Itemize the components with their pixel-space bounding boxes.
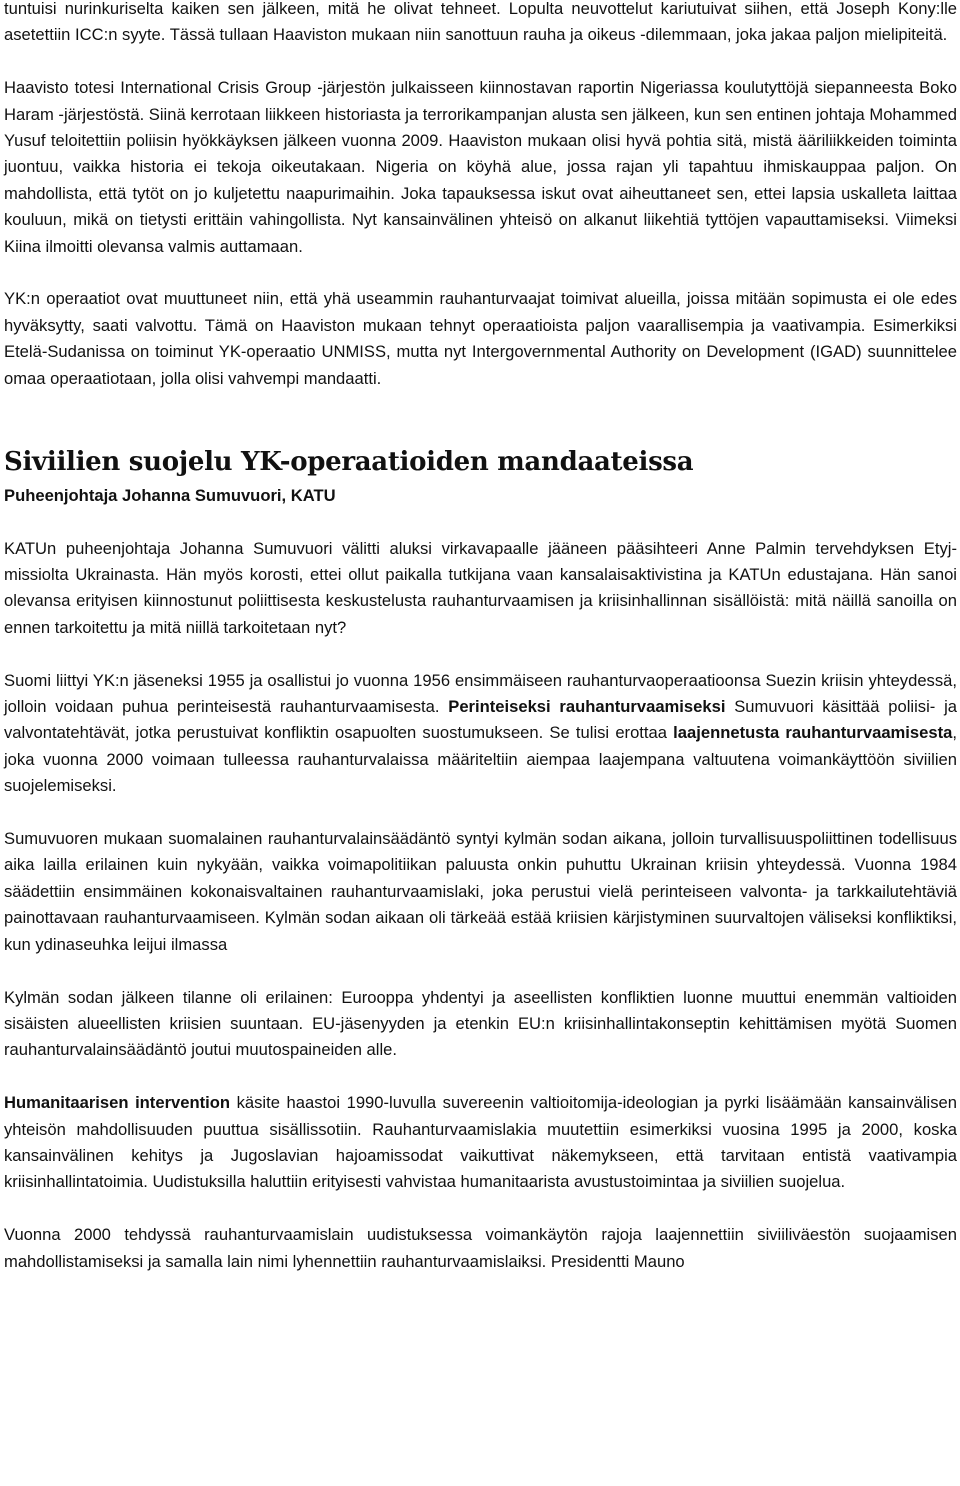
body-paragraph-4: Kylmän sodan jälkeen tilanne oli erilainen: Eurooppa yhdentyi ja aseellisten konfliktien luonne muuttui enemmän valtioiden sisäisten alueellisten kriisien suuntaan. EU-jäsenyyden ja etenkin EU:n kriisinhallintakonseptin kehittämisen myötä Suomen rauhanturvalainsäädäntö joutui muutospaineiden alle. <box>4 987 957 1060</box>
intro-paragraph-1: tuntuisi nurinkuriselta kaiken sen jälkeen, mitä he olivat tehneet. Lopulta neuvottelut kariutuivat siihen, että Joseph Kony:lle asetettiin ICC:n syyte. Tässä tullaan Haaviston mukaan niin sanottuun rauha ja oikeus -dilemmaan, joka jakaa paljon mielipiteitä. <box>4 0 957 45</box>
body-text: Suomi liittyi YK:n jäseneksi 1955 ja osallistui jo vuonna 1956 ensimmäiseen rauhanturvaoperaatioonsa Suezin kriisin yhteydessä, jolloin voidaan puhua perinteisestä rauhanturvaamisesta. <box>4 670 957 717</box>
spacer <box>4 418 957 444</box>
body-paragraph-1: KATUn puheenjohtaja Johanna Sumuvuori välitti aluksi virkavapaalle jääneen pääsihteeri Anne Palmin tervehdyksen Etyj-missiolta Ukrainasta. Hän myös korosti, ettei ollut paikalla tutkijana vaan kansalaisaktivistina ja KATUn edustajana. Hän sanoi olevansa erityisen kiinnostunut poliittisesta keskustelusta rauhanturvaamisen ja kriisinhallinnan sisällöistä: mitä näillä sanoilla on ennen tarkoitettu ja mitä niillä tarkoitetaan nyt? <box>4 538 957 637</box>
body-paragraph-6: Vuonna 2000 tehdyssä rauhanturvaamislain uudistuksessa voimankäytön rajoja laajennettiin siviiliväestön suojaamisen mahdollistamiseksi ja samalla lain nimi lyhennettiin rauhanturvaamislaiksi. Presidentti Mauno <box>4 1225 957 1271</box>
bold-term: Perinteiseksi rauhanturvaamiseksi <box>448 697 726 717</box>
intro-paragraph-3: YK:n operaatiot ovat muuttuneet niin, että yhä useammin rauhanturvaajat toimivat alueilla, joissa mitään sopimusta ei ole edes hyväksytty, saati valvottu. Tämä on Haaviston mukaan tehnyt operaatioista paljon vaarallisempia ja vaativampia. Esimerkiksi Etelä-Sudanissa on toiminut YK-operaatio UNMISS, mutta nyt Intergovernmental Authority on Development (IGAD) suunnittelee omaa operaatiotaan, jolla olisi vahvempi mandaatti. <box>4 289 957 388</box>
section-title: Siviilien suojelu YK-operaatioiden mandaateissa <box>4 446 694 477</box>
section-byline: Puheenjohtaja Johanna Sumuvuori, KATU <box>4 485 336 505</box>
body-paragraph-3: Sumuvuoren mukaan suomalainen rauhanturvalainsäädäntö syntyi kylmän sodan aikana, jolloin turvallisuuspoliittinen todellisuus aika lailla erilainen kuin nykyään, vaikka voimapolitiikan paluusta onkin puhuttu Ukrainan kriisin yhteydessä. Vuonna 1984 säädettiin ensimmäinen kokonaisvaltainen rauhanturvaamislaki, joka perustui vielä perinteiseen valvonta- ja tarkkailutehtäviä painottavaan rauhanturvaamiseen. Kylmän sodan aikaan oli tärkeää estää kriisien kärjistyminen suurvaltojen väliseksi konfliktiksi, kun ydinaseuhka leijui ilmassa <box>4 829 957 954</box>
bold-term: Humanitaarisen intervention <box>4 1093 231 1113</box>
bold-term: laajennetusta rauhanturvaamisesta <box>673 723 953 743</box>
body-text: Sumuvuori käsittää poliisi- ja valvontatehtävät, jotka perustuivat konfliktin osapuolten suostumukseen. Se tulisi erottaa <box>4 697 957 743</box>
body-paragraph-2 <box>4 668 957 800</box>
body-text: käsite haastoi 1990-luvulla suvereenin valtioitomija-ideologian ja pyrki lisäämään kansainvälisen yhteisön mahdollisuuden puuttua sisällissotiin. Rauhanturvaamislakia muutettiin esimerkiksi vuosina 1995 ja 2000, koska kansainvälinen kehitys ja Jugoslavian hajoamissodat vaikuttivat näkemykseen, että tarvitaan entistä vaativampia kriisinhallintatoimia. Uudistuksilla haluttiin erityisesti vahvistaa humanitaarista avustustoimintaa ja siviilien suojelua. <box>4 1093 957 1192</box>
document-page <box>4 0 957 1301</box>
intro-paragraph-2: Haavisto totesi International Crisis Group -järjestön julkaisseen kiinnostavan raportin Nigeriassa koulutyttöjä siepanneesta Boko Haram -järjestöstä. Siinä kerrotaan liikkeen historiasta ja terrorikampanjan alusta sen jälkeen, kun sen entinen johtaja Mohammed Yusuf teloitettiin poliisin hyökkäyksen jälkeen vuonna 2009. Haaviston mukaan olisi hyvä pohtia sitä, mistä ääriliikkeiden toiminta juontuu, vaikka historia ei tekoja oikeutakaan. Nigeria on köyhä alue, jossa rajan yli tapahtuu ihmiskauppaa paljon. On mahdollista, että tytöt on jo kuljetettu naapurimaihin. Joka tapauksessa iskut ovat aiheuttaneet sen, ettei lapsia uskalleta laittaa kouluun, mikä on tietysti erittäin vahingollista. Nyt kansainvälinen yhteisö on alkanut liikehtiä tyttöjen vapauttamiseksi. Viimeksi Kiina ilmoitti olevansa valmis auttamaan. <box>4 78 957 256</box>
body-text: , joka vuonna 2000 voimaan tulleessa rauhanturvalaissa määriteltiin aiempaa laajempana valtuutena voimankäyttöön siviilien suojelemiseksi. <box>4 723 957 796</box>
body-paragraph-5 <box>4 1090 957 1196</box>
